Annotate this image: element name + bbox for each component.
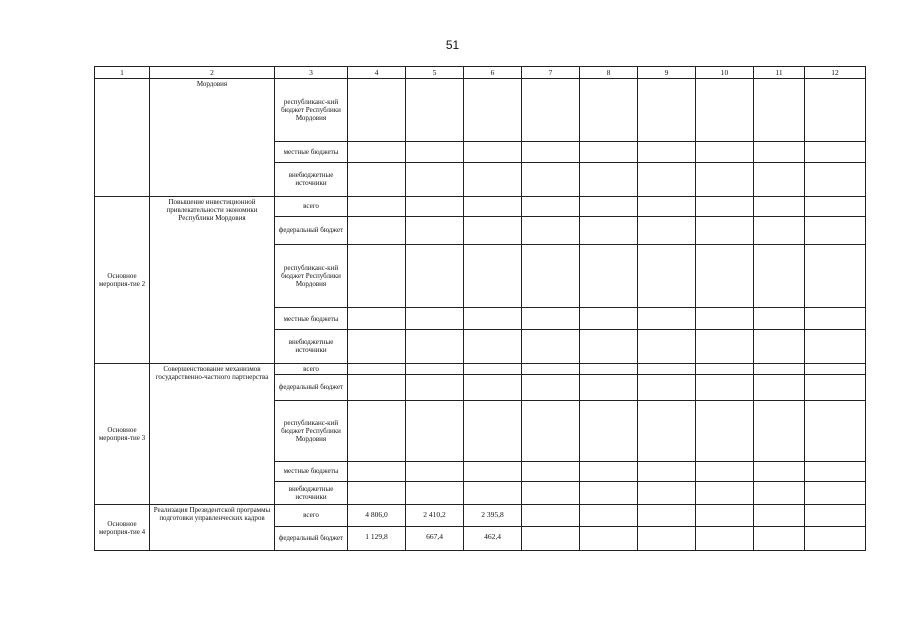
page-number: 51 <box>445 38 460 52</box>
source-label: всего <box>275 363 348 374</box>
table-row <box>95 79 866 142</box>
budget-table <box>94 66 866 551</box>
source-label: всего <box>275 196 348 216</box>
source-label: республиканс-кий бюджет Республики Мордовия <box>275 245 348 308</box>
column-number: 8 <box>580 67 638 79</box>
value-cell: 4 806,0 <box>348 505 406 526</box>
value-cell: 2 410,2 <box>406 505 464 526</box>
value-cell: 667,4 <box>406 526 464 550</box>
source-label: республиканс-кий бюджет Республики Мордовия <box>275 401 348 462</box>
column-number: 5 <box>406 67 464 79</box>
source-label: республиканс-кий бюджет Республики Мордовия <box>275 79 348 142</box>
table-row <box>95 363 866 374</box>
column-number: 4 <box>348 67 406 79</box>
source-label: федеральный бюджет <box>275 374 348 400</box>
activity-name: Основное мероприя-тие 2 <box>95 196 150 363</box>
table-row <box>95 505 866 526</box>
source-label: внебюджетные источники <box>275 482 348 505</box>
source-label: внебюджетные источники <box>275 330 348 363</box>
column-number: 6 <box>464 67 522 79</box>
table-row <box>95 196 866 216</box>
source-label: местные бюджеты <box>275 307 348 329</box>
activity-description: Повышение инвестиционной привлекательности экономики Республики Мордовия <box>150 196 275 363</box>
column-number-row <box>95 67 866 79</box>
column-number: 2 <box>150 67 275 79</box>
source-label: федеральный бюджет <box>275 526 348 550</box>
activity-name: Основное мероприя-тие 3 <box>95 363 150 505</box>
value-cell: 1 129,8 <box>348 526 406 550</box>
column-number: 1 <box>95 67 150 79</box>
column-number: 3 <box>275 67 348 79</box>
source-label: местные бюджеты <box>275 461 348 481</box>
activity-description: Реализация Президентской программы подготовки управленческих кадров <box>150 505 275 551</box>
activity-description: Совершенствование механизмов государственно-частного партнерства <box>150 363 275 505</box>
source-label: внебюджетные источники <box>275 163 348 196</box>
source-label: местные бюджеты <box>275 141 348 162</box>
column-number: 10 <box>696 67 754 79</box>
column-number: 7 <box>522 67 580 79</box>
activity-description: Мордовия <box>150 79 275 196</box>
source-label: всего <box>275 505 348 526</box>
column-number: 12 <box>805 67 866 79</box>
value-cell: 462,4 <box>464 526 522 550</box>
activity-name: Основное мероприя-тие 4 <box>95 505 150 551</box>
activity-name <box>95 79 150 196</box>
column-number: 11 <box>754 67 805 79</box>
source-label: федеральный бюджет <box>275 216 348 244</box>
value-cell: 2 395,8 <box>464 505 522 526</box>
column-number: 9 <box>638 67 696 79</box>
